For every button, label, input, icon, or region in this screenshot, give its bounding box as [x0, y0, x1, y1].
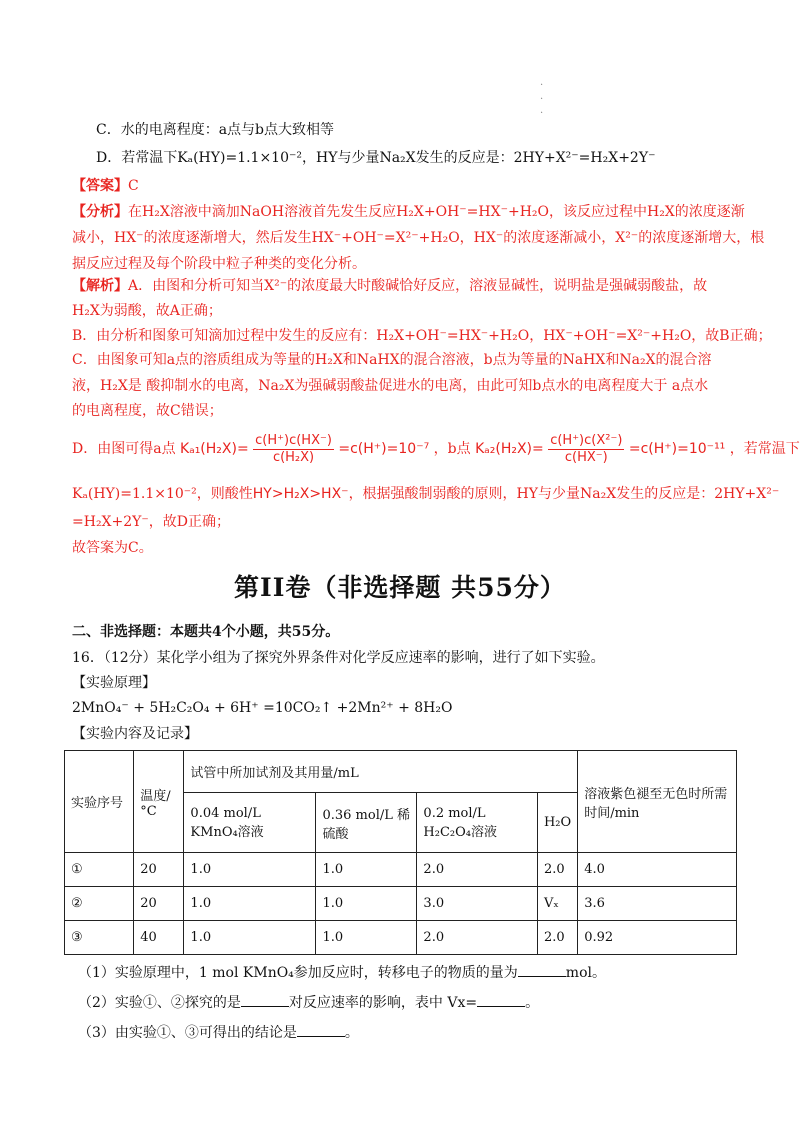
header-h2so4: 0.36 mol/L 稀硫酸	[316, 793, 417, 853]
solution-c-line-3: 的电离程度，故C错误；	[72, 403, 223, 419]
question-1-blank[interactable]	[518, 962, 566, 977]
ka2-expression: Kₐ₂(H₂X)=	[475, 441, 544, 457]
ka1-numerator: c(H⁺)c(HX⁻)	[255, 432, 332, 448]
answer-value: C	[128, 178, 139, 194]
question-3-text: （3）由实验①、③可得出的结论是	[78, 1025, 297, 1041]
table-row	[65, 853, 737, 887]
cell-temp: 20	[134, 887, 184, 921]
cell-no: ③	[65, 921, 134, 955]
principle-equation: 2MnO₄⁻ + 5H₂C₂O₄ + 6H⁺ =10CO₂↑ +2Mn²⁺ + 8H₂O	[72, 700, 453, 716]
header-temperature: 温度/°C	[134, 751, 184, 853]
ka2-fraction	[548, 433, 624, 466]
analysis-line-3: 据反应过程及每个阶段中粒子种类的变化分析。	[72, 256, 366, 272]
question-2-text: （2）实验①、②探究的是	[78, 995, 241, 1011]
solution-d-prefix: D．由图可得a点	[72, 441, 176, 457]
cell-temp: 40	[134, 921, 184, 955]
question-3-end: 。	[344, 1025, 359, 1041]
question-2-blank-1[interactable]	[241, 992, 289, 1007]
ka1-denominator: c(H₂X)	[272, 449, 315, 465]
cell-kmno4: 1.0	[184, 887, 316, 921]
header-h2c2o4: 0.2 mol/L H₂C₂O₄溶液	[417, 793, 538, 853]
answer-line	[72, 176, 139, 196]
question-1-text: （1）实验原理中，1 mol KMnO₄参加反应时，转移电子的物质的量为	[78, 965, 518, 981]
principle-label: 【实验原理】	[72, 675, 156, 691]
ka1-fraction	[253, 433, 334, 466]
ka1-expression: Kₐ₁(H₂X)=	[180, 441, 249, 457]
analysis-line-2: 减小，HX⁻的浓度逐渐增大，然后发生HX⁻+OH⁻=X²⁻+H₂O，HX⁻的浓度逐渐减小，X²⁻的浓度逐渐增大，根	[72, 230, 765, 246]
cell-time: 4.0	[578, 853, 737, 887]
cell-h2c2o4: 3.0	[417, 887, 538, 921]
answer-label: 【答案】	[72, 178, 128, 194]
solution-d-mid: ，b点	[433, 441, 471, 457]
records-label: 【实验内容及记录】	[72, 726, 198, 742]
cell-kmno4: 1.0	[184, 921, 316, 955]
solution-c-line-1: C．由图象可知a点的溶质组成为等量的H₂X和NaHX的混合溶液，b点为等量的NaHX和Na₂X的混合溶	[72, 352, 712, 368]
question-2	[78, 992, 539, 1013]
conclusion-line: 故答案为C。	[72, 540, 153, 556]
cell-h2o: Vₓ	[537, 887, 577, 921]
solution-a-line-2: H₂X为弱酸，故A正确；	[72, 303, 222, 319]
solution-d-line-2	[72, 484, 779, 504]
question-2-mid: 对反应速率的影响，表中 Vx=	[288, 995, 478, 1011]
header-h2o: H₂O	[537, 793, 577, 853]
table-row	[65, 921, 737, 955]
corner-dot: .	[540, 77, 544, 88]
analysis-text-1: 在H₂X溶液中滴加NaOH溶液首先发生反应H₂X+OH⁻=HX⁻+H₂O，该反应过程中H₂X的浓度逐渐	[128, 204, 745, 220]
cell-h2o: 2.0	[537, 853, 577, 887]
cell-h2so4: 1.0	[316, 853, 417, 887]
table-header-row-1	[65, 751, 737, 793]
solution-d2-suffix: ，根据强酸制弱酸的原则，HY与少量Na₂X发生的反应是：2HY+X²⁻	[348, 486, 780, 502]
question-1-unit: mol。	[565, 965, 606, 981]
solution-d-line-3: =H₂X+2Y⁻，故D正确；	[72, 514, 231, 530]
solution-d2-prefix: Kₐ(HY)=1.1×10⁻²，则酸性	[72, 486, 253, 502]
cell-time: 0.92	[578, 921, 737, 955]
solution-label: 【解析】	[72, 278, 128, 294]
option-c: C．水的电离程度：a点与b点大致相等	[96, 122, 335, 138]
corner-dot: .	[540, 91, 544, 102]
section-title: 第II卷（非选择题 共55分）	[234, 573, 566, 602]
acidity-order: HY>H₂X>HX⁻	[252, 486, 349, 502]
header-reagents: 试管中所加试剂及其用量/mL	[184, 751, 578, 793]
ka2-value: =c(H⁺)=10⁻¹¹	[628, 441, 726, 457]
table-row	[65, 887, 737, 921]
header-time: 溶液紫色褪至无色时所需时间/min	[578, 751, 737, 853]
cell-time: 3.6	[578, 887, 737, 921]
header-kmno4: 0.04 mol/L KMnO₄溶液	[184, 793, 316, 853]
question-3-blank[interactable]	[297, 1022, 345, 1037]
analysis-line-1	[72, 202, 745, 222]
question-16-intro: 16．（12分）某化学小组为了探究外界条件对化学反应速率的影响，进行了如下实验。	[72, 650, 605, 666]
solution-c-line-2: 液，H₂X是 酸抑制水的电离，Na₂X为强碱弱酸盐促进水的电离，由此可知b点水的电离程度大于 a点水	[72, 378, 709, 394]
question-3	[78, 1022, 359, 1043]
cell-h2c2o4: 2.0	[417, 853, 538, 887]
solution-d-suffix: ，若常温下	[729, 441, 800, 457]
cell-no: ①	[65, 853, 134, 887]
analysis-label: 【分析】	[72, 204, 128, 220]
ka2-denominator: c(HX⁻)	[564, 449, 608, 465]
cell-h2c2o4: 2.0	[417, 921, 538, 955]
option-d: D．若常温下Kₐ(HY)=1.1×10⁻²，HY与少量Na₂X发生的反应是：2HY+X²⁻=H₂X+2Y⁻	[96, 150, 656, 166]
solution-a-text-1: A．由图和分析可知当X²⁻的浓度最大时酸碱恰好反应，溶液显碱性，说明盐是强碱弱酸盐，故	[128, 278, 708, 294]
ka2-numerator: c(H⁺)c(X²⁻)	[550, 432, 623, 448]
question-2-blank-2[interactable]	[477, 992, 525, 1007]
solution-d-line-1	[72, 432, 800, 466]
header-experiment-no: 实验序号	[65, 751, 134, 853]
corner-dot: .	[540, 105, 544, 116]
question-1	[78, 962, 606, 983]
cell-h2so4: 1.0	[316, 887, 417, 921]
part-two-heading: 二、非选择题：本题共4个小题，共55分。	[72, 624, 340, 640]
cell-h2so4: 1.0	[316, 921, 417, 955]
experiment-table	[64, 750, 737, 955]
ka1-value: =c(H⁺)=10⁻⁷	[338, 441, 430, 457]
cell-kmno4: 1.0	[184, 853, 316, 887]
cell-temp: 20	[134, 853, 184, 887]
cell-no: ②	[65, 887, 134, 921]
cell-h2o: 2.0	[537, 921, 577, 955]
solution-a-line-1	[72, 276, 707, 296]
solution-b-line: B．由分析和图象可知滴加过程中发生的反应有：H₂X+OH⁻=HX⁻+H₂O，HX⁻+OH⁻=X²⁻+H₂O，故B正确；	[72, 328, 772, 344]
question-2-end: 。	[525, 995, 540, 1011]
